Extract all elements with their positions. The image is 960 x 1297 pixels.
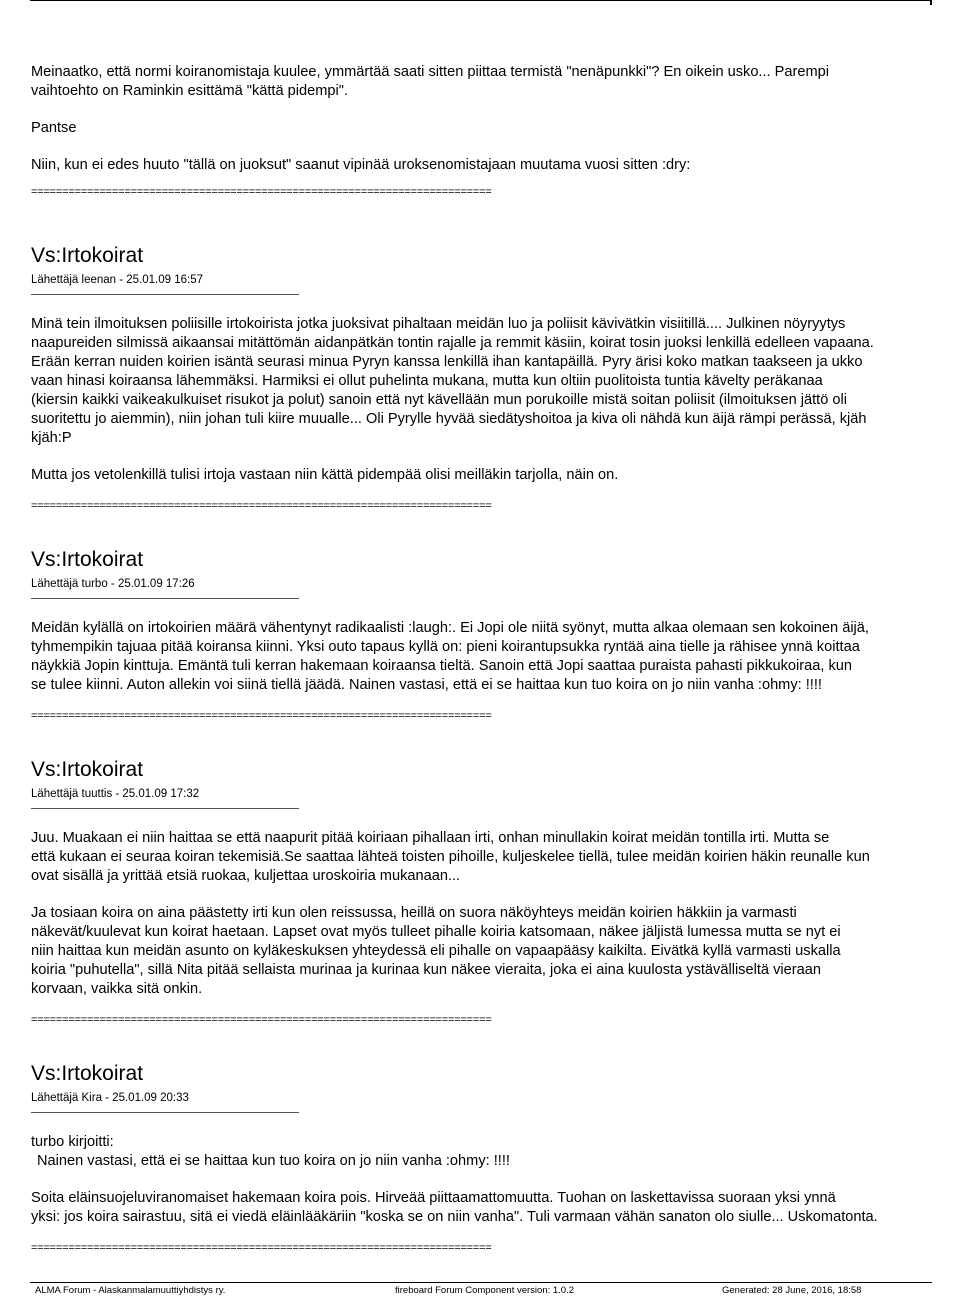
thread-content — [31, 63, 960, 1255]
post-title: Vs:Irtokoirat — [31, 548, 144, 571]
post-line: korvaan, vaikka sitä onkin. — [31, 981, 203, 997]
post-line: (kiersin kaikki vaikeakulkuiset risukot ja polut) sanoin että nyt kävellään mun porukoille mistä soitan poliisit (ilmoituksen jättö oli — [31, 392, 847, 408]
post-separator: ========================================================================== — [31, 1014, 492, 1026]
post-separator: ========================================================================== — [31, 186, 492, 198]
top-border-tick — [930, 0, 932, 5]
post-meta: Lähettäjä Kira - 25.01.09 20:33 — [31, 1092, 189, 1104]
quote-text: Nainen vastasi, että ei se haittaa kun tuo koira on jo niin vanha :ohmy: !!!! — [37, 1153, 510, 1169]
post-line: tyhmempikin tajuaa pitää koiransa kiinni. Yksi outo tapaus kyllä on: pieni koirantupsukka ryntää aina tielle ja rähisee ynnä koittaa — [31, 639, 860, 655]
post-line: näkevät/kuulevat kun koirat haetaan. Lapset ovat myös tulleet pihalle koiria katsomaan, näkee jäljistä lumessa mutta se nyt ei — [31, 924, 841, 940]
forum-post — [31, 757, 960, 1027]
post-meta: Lähettäjä leenan - 25.01.09 16:57 — [31, 274, 204, 286]
post-line: suoritettu jo aiemmin), niin johan tuli kiire muualle... Oli Pyrylle hyvää siedätyshoitoa ja kiva oli nähdä kun äijä rämpi perässä, kjäh — [31, 411, 867, 427]
post-separator: ========================================================================== — [31, 500, 492, 512]
post-line: koiria "puhutella", sillä Nita pitää sellaista murinaa ja kurinaa kun näkee vieraita, joka ei aina kuulosta ystävälliseltä vieraan — [31, 962, 821, 978]
post-line: naapureiden silmissä aikaansai mitättömän aidanpätkän tontin rajalle ja remmit käsiin, koirat tosin juoksi lenkillä edelleen vapaana. — [31, 335, 874, 351]
post-line: yksi: jos koira sairastuu, sitä ei viedä eläinlääkäriin "koska se on niin vanha". Tuli varmaan vähän sanaton olo siulle... Uskomatonta. — [31, 1209, 878, 1225]
quote-label: turbo kirjoitti: — [31, 1134, 114, 1150]
post-line: kjäh:P — [31, 430, 72, 446]
post-meta: Lähettäjä tuuttis - 25.01.09 17:32 — [31, 788, 200, 800]
top-border — [30, 0, 932, 1]
forum-post — [31, 1061, 960, 1255]
footer-generated-date: Generated: 28 June, 2016, 18:58 — [722, 1285, 862, 1296]
post-line: ovat sisällä ja yrittää etsiä ruokaa, kuljettaa uroskoiria mukanaan... — [31, 868, 461, 884]
intro-signature: Pantse — [31, 120, 77, 136]
post-line: että kukaan ei seuraa koiran tekemisiä.Se saattaa lähteä toisten pihoille, kuljeskelee tiellä, tulee meidän koirien häkin reunalle kun — [31, 849, 870, 865]
post-meta: Lähettäjä turbo - 25.01.09 17:26 — [31, 578, 195, 590]
post-separator: ========================================================================== — [31, 1242, 492, 1254]
post-line: Erään kerran nuiden koirien isäntä seurasi minua Pyryn kanssa lenkillä ihan kantapäillä. Pyry ärisi koko matkan taakseen ja ukko — [31, 354, 863, 370]
post-title: Vs:Irtokoirat — [31, 244, 144, 267]
footer-divider — [30, 1282, 932, 1283]
intro-line: Meinaatko, että normi koiranomistaja kuulee, ymmärtää saati sitten piittaa termistä "nenäpunkki"? En oikein usko... Parempi — [31, 64, 829, 80]
post-line: Mutta jos vetolenkillä tulisi irtoja vastaan niin kättä pidempää olisi meilläkin tarjolla, näin on. — [31, 467, 619, 483]
post-line: Meidän kylällä on irtokoirien määrä vähentynyt radikaalisti :laugh:. Ei Jopi ole niitä syönyt, mutta alkaa olemaan sen kokoinen äijä, — [31, 620, 869, 636]
post-line: Ja tosiaan koira on aina päästetty irti kun olen reissussa, heillä on suora näköyhteys meidän koirien häkkiin ja varmasti — [31, 905, 797, 921]
post-title: Vs:Irtokoirat — [31, 1062, 144, 1085]
intro-line: Niin, kun ei edes huuto "tällä on juoksut" saanut vipinää uroksenomistajaan muutama vuosi sitten :dry: — [31, 157, 691, 173]
post-line: vaan hinasi koiraansa lähemmäksi. Harmiksi ei ollut puhelinta mukana, mutta kun oltiin puolitoista tuntia kävelty peräkanaa — [31, 373, 823, 389]
post-line: Juu. Muakaan ei niin haittaa se että naapurit pitää koiriaan pihallaan irti, onhan minullakin koirat meidän tontilla irti. Mutta se — [31, 830, 830, 846]
post-line: näykkiä Jopin kinttuja. Emäntä tuli kerran hakemaan koiraansa tieltä. Sanoin että Jopi saattaa puraista pahasti pikkukoiraa, kun — [31, 658, 852, 674]
forum-post — [31, 243, 960, 513]
footer-component-version: fireboard Forum Component version: 1.0.2 — [395, 1285, 575, 1296]
intro-line: vaihtoehto on Raminkin esittämä "kättä pidempi". — [31, 83, 348, 99]
post-title: Vs:Irtokoirat — [31, 758, 144, 781]
footer-site-name: ALMA Forum - Alaskanmalamuuttiyhdistys ry. — [35, 1285, 226, 1296]
forum-post — [31, 547, 960, 723]
post-line: Soita eläinsuojeluviranomaiset hakemaan koira pois. Hirveää piittaamattomuutta. Tuohan on laskettavissa suoraan yksi ynnä — [31, 1190, 836, 1206]
post-line: se tulee kiinni. Auton allekin voi siinä tiellä jäädä. Nainen vastasi, että ei se haittaa kun tuo koira on jo niin vanha :ohmy: !!!! — [31, 677, 822, 693]
post-line: niin haittaa kun meidän asunto on kyläkeskuksen yhteydessä eli pihalle on vapaapääsy kaikilta. Eivätkä kyllä varmasti uskalla — [31, 943, 841, 959]
post-line: Minä tein ilmoituksen poliisille irtokoirista jotka juoksivat pihaltaan meidän luo ja poliisit kävivätkin visiitillä.... Julkinen nöyryytys — [31, 316, 846, 332]
post-separator: ========================================================================== — [31, 710, 492, 722]
